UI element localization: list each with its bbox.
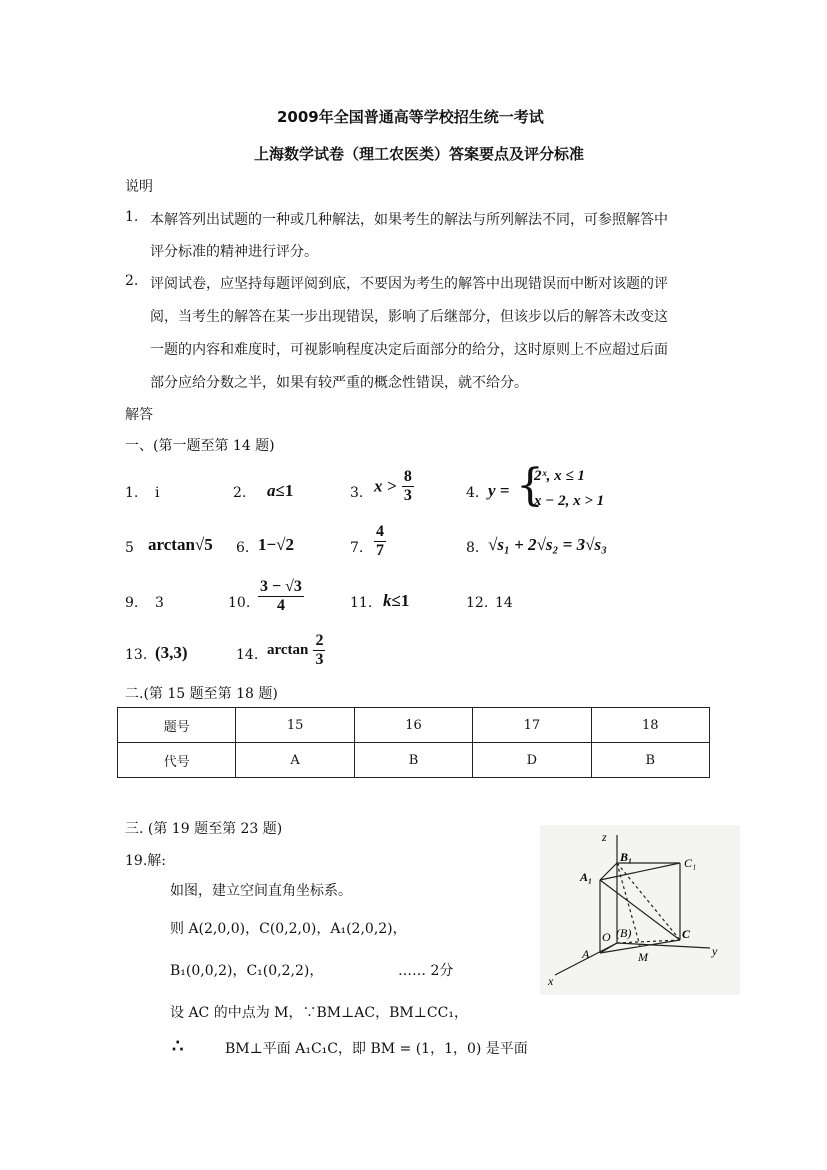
q1-number: 1. bbox=[125, 485, 139, 501]
q19-line-2: 则 A(2,0,0)，C(0,2,0)，A₁(2,0,2)， bbox=[170, 921, 407, 937]
label-a: A bbox=[582, 947, 590, 961]
table-cell: 题号 bbox=[118, 708, 236, 743]
q14-fraction bbox=[313, 632, 325, 669]
notes-heading: 说明 bbox=[125, 179, 153, 195]
q3-denominator: 3 bbox=[403, 487, 412, 504]
note-2-line-4: 部分应给分数之半，如果有较严重的概念性错误，就不给分。 bbox=[150, 375, 528, 391]
note-1-line-2: 评分标准的精神进行评分。 bbox=[150, 244, 318, 260]
table-cell: 18 bbox=[591, 708, 709, 743]
label-o: O bbox=[602, 930, 611, 944]
q12-answer: 14 bbox=[495, 595, 513, 611]
q7-numerator: 4 bbox=[376, 523, 384, 540]
q6-answer: 1−√2 bbox=[258, 535, 295, 554]
table-row bbox=[118, 743, 710, 778]
table-cell: D bbox=[473, 743, 591, 778]
q7-number: 7. bbox=[350, 540, 364, 556]
label-z: z bbox=[602, 830, 607, 844]
title-line-1: 2009年全国普通高等学校招生统一考试 bbox=[277, 108, 544, 126]
q19-label: 19.解: bbox=[125, 853, 166, 869]
q19-line-5: BM⊥平面 A₁C₁C，即 BM = (1，1，0) 是平面 bbox=[225, 1041, 528, 1057]
q5-number: 5 bbox=[125, 540, 134, 556]
q2-lhs: a bbox=[267, 481, 276, 500]
q19-line-3: B₁(0,0,2)，C₁(0,2,2)， bbox=[170, 963, 324, 979]
q11-rhs: ≤1 bbox=[391, 591, 410, 610]
note-2-line-1: 评阅试卷，应坚持每题评阅到底，不要因为考生的解答中出现错误而中断对该题的评 bbox=[150, 276, 668, 292]
q9-number: 9. bbox=[125, 595, 139, 611]
q12-number: 12. bbox=[466, 595, 489, 611]
q10-denominator: 4 bbox=[276, 597, 285, 614]
q4-number: 4. bbox=[466, 485, 480, 501]
label-a1: A₁ bbox=[580, 870, 593, 884]
label-m: M bbox=[638, 950, 648, 964]
q7-answer bbox=[374, 523, 386, 560]
label-b: (B) bbox=[616, 926, 632, 940]
answer-table bbox=[117, 707, 710, 778]
part-1-heading: 一、(第一题至第 14 题) bbox=[125, 438, 275, 454]
table-cell: A bbox=[236, 743, 354, 778]
q14-answer bbox=[267, 632, 325, 669]
q3-number: 3. bbox=[350, 485, 364, 501]
q13-number: 13. bbox=[125, 647, 148, 663]
q6-number: 6. bbox=[236, 540, 250, 556]
q13-answer: (3,3) bbox=[155, 643, 188, 662]
q1-answer: i bbox=[155, 485, 160, 501]
label-b1: B₁ bbox=[620, 850, 633, 864]
q14-denominator: 3 bbox=[315, 651, 324, 668]
q4-lhs: y = bbox=[488, 481, 510, 500]
q7-denominator: 7 bbox=[376, 542, 384, 559]
note-1-line-1: 本解答列出试题的一种或几种解法，如果考生的解法与所列解法不同，可参照解答中 bbox=[150, 212, 668, 228]
table-cell: 17 bbox=[473, 708, 591, 743]
q9-answer: 3 bbox=[155, 595, 164, 611]
note-2-line-3: 一题的内容和难度时，可视影响程度决定后面部分的给分，这时原则上不应超过后面 bbox=[150, 342, 668, 358]
q3-lhs: x > bbox=[374, 476, 397, 496]
q4-case-1: 2ˣ, x ≤ 1 bbox=[534, 468, 585, 484]
q19-score: …… 2分 bbox=[398, 963, 454, 979]
q8-answer: √s₁ + 2√s₂ = 3√s₃ bbox=[488, 535, 607, 554]
q2-number: 2. bbox=[233, 485, 247, 501]
q19-line-4: 设 AC 的中点为 M，∵BM⊥AC，BM⊥CC₁， bbox=[170, 1005, 468, 1021]
q3-numerator: 8 bbox=[403, 468, 412, 485]
q2-rhs: ≤1 bbox=[275, 481, 294, 500]
brace-icon: { bbox=[516, 460, 544, 511]
q4-case-2: x − 2, x > 1 bbox=[534, 493, 605, 509]
q10-fraction bbox=[258, 578, 304, 615]
note-2-line-2: 阅，当考生的解答在某一步出现错误，影响了后继部分，但该步以后的解答未改变这 bbox=[150, 309, 668, 325]
coordinate-figure bbox=[540, 825, 740, 995]
label-c: C bbox=[682, 927, 691, 941]
q14-number: 14. bbox=[236, 647, 259, 663]
table-row bbox=[118, 708, 710, 743]
note-1-number: 1. bbox=[125, 209, 139, 225]
label-y: y bbox=[712, 944, 718, 958]
label-x: x bbox=[548, 974, 554, 988]
q10-answer bbox=[258, 578, 304, 615]
q11-number: 11. bbox=[350, 595, 373, 611]
q11-answer bbox=[383, 591, 409, 611]
part-3-heading: 三. (第 19 题至第 23 题) bbox=[125, 821, 283, 837]
q3-answer bbox=[374, 468, 414, 505]
q8-number: 8. bbox=[466, 540, 480, 556]
table-cell: B bbox=[591, 743, 709, 778]
q5-answer: arctan√5 bbox=[148, 535, 213, 554]
therefore-symbol: ∴ bbox=[172, 1036, 184, 1056]
q3-fraction bbox=[402, 468, 414, 505]
part-2-heading: 二.(第 15 题至第 18 题) bbox=[125, 686, 278, 702]
q2-answer bbox=[267, 481, 293, 501]
q11-lhs: k bbox=[383, 591, 392, 610]
label-c1: C₁ bbox=[684, 856, 697, 870]
table-cell: 16 bbox=[354, 708, 472, 743]
table-cell: B bbox=[354, 743, 472, 778]
q10-number: 10. bbox=[228, 595, 251, 611]
q7-fraction bbox=[374, 523, 386, 560]
table-cell: 代号 bbox=[118, 743, 236, 778]
table-cell: 15 bbox=[236, 708, 354, 743]
title-line-2: 上海数学试卷（理工农医类）答案要点及评分标准 bbox=[254, 145, 585, 163]
note-2-number: 2. bbox=[125, 273, 139, 289]
q19-line-1: 如图，建立空间直角坐标系。 bbox=[170, 883, 352, 899]
q14-numerator: 2 bbox=[315, 632, 324, 649]
q14-prefix: arctan bbox=[267, 642, 309, 658]
q10-numerator: 3 − √3 bbox=[260, 578, 302, 595]
answers-heading: 解答 bbox=[125, 407, 153, 423]
